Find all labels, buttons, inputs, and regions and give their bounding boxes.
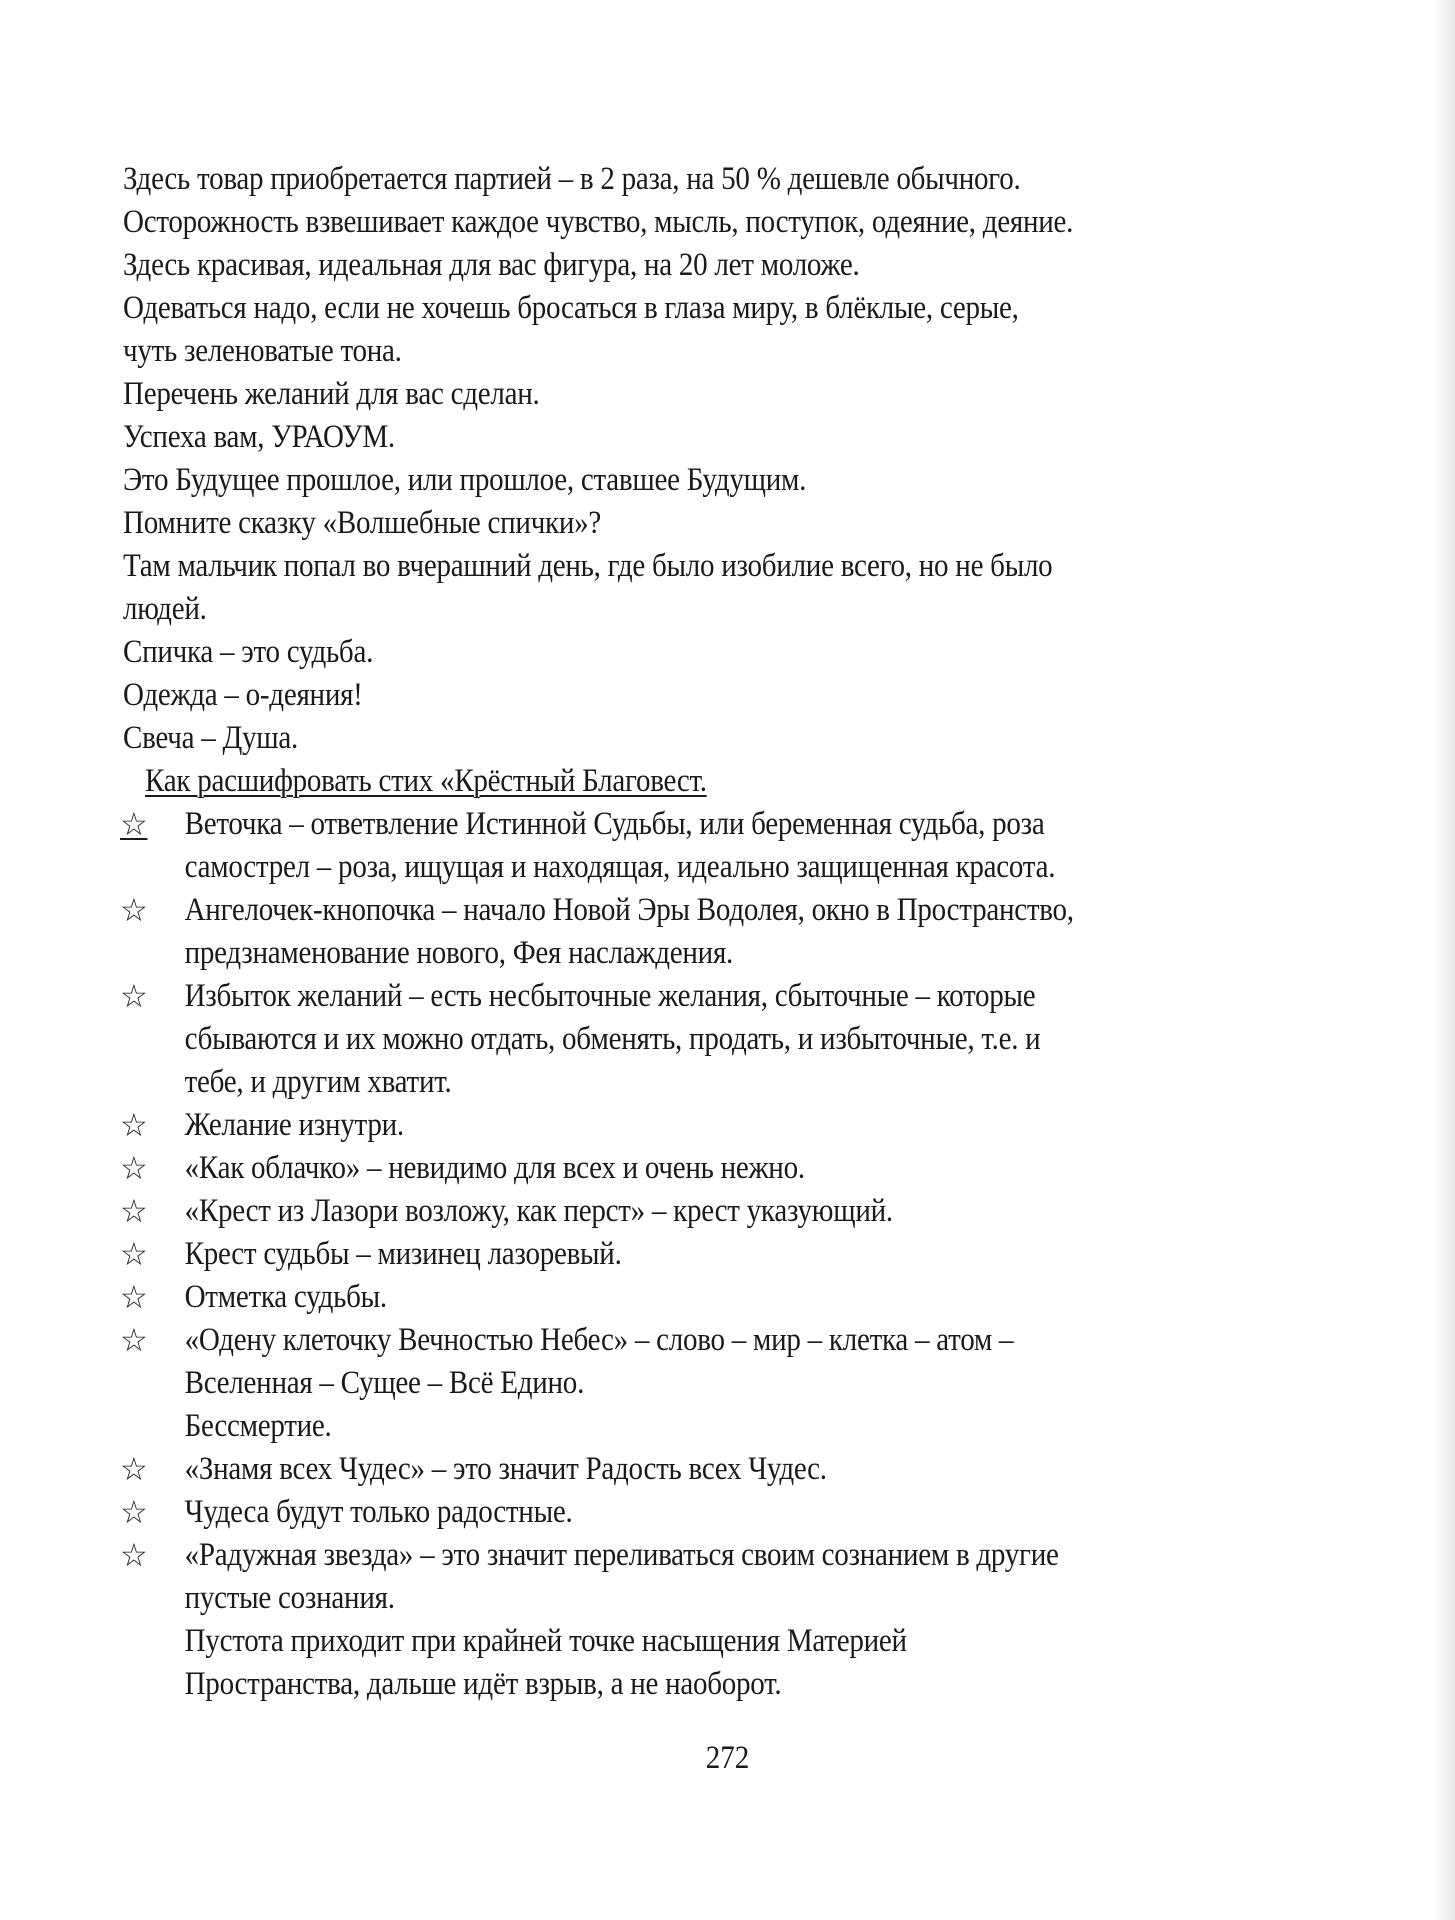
star-bullet-icon: ☆ (119, 1106, 148, 1144)
list-item (119, 1448, 1223, 1491)
list-item (119, 803, 1223, 846)
text-line: Здесь красивая, идеальная для вас фигура, на 20 лет моложе. (123, 247, 860, 283)
star-bullet-icon: ☆ (119, 891, 148, 929)
list-item-continuation (123, 932, 1223, 975)
star-bullet-icon: ☆ (119, 1321, 148, 1359)
text-line: Там мальчик попал во вчерашний день, где было изобилие всего, но не было (123, 548, 1053, 584)
list-item-continuation (123, 1577, 1223, 1620)
star-bullet-icon: ☆ (119, 805, 148, 843)
list-item-text: «Как облачко» – невидимо для всех и очень нежно. (184, 1150, 805, 1186)
list-item-text: «Одену клеточку Вечностью Небес» – слово – мир – клетка – атом – (184, 1322, 1014, 1358)
list-item-continuation (123, 1405, 1223, 1448)
text-line: Свеча – Душа. (123, 720, 299, 756)
list-item-continuation (123, 846, 1223, 889)
list-item-continuation (123, 1663, 1223, 1706)
text-line: Одежда – о-деяния! (123, 677, 363, 713)
list-item-text: Избыток желаний – есть несбыточные желания, сбыточные – которые (184, 978, 1036, 1014)
star-list (119, 803, 1373, 1706)
list-item-continuation (123, 1362, 1223, 1405)
list-item-text: Чудеса будут только радостные. (184, 1494, 573, 1530)
text-line: Осторожность взвешивает каждое чувство, мысль, поступок, одеяние, деяние. (123, 204, 1074, 240)
list-item-text: «Радужная звезда» – это значит переливаться своим сознанием в другие (184, 1537, 1059, 1573)
star-bullet-icon: ☆ (119, 1149, 148, 1187)
list-item-continuation (123, 1620, 1223, 1663)
star-bullet-icon: ☆ (119, 1536, 148, 1574)
list-item-text: Желание изнутри. (184, 1107, 404, 1143)
list-item (119, 1319, 1223, 1362)
list-item-text: Бессмертие. (184, 1408, 332, 1444)
list-item-text: самострел – роза, ищущая и находящая, идеально защищенная красота. (184, 849, 1056, 885)
page-body (119, 158, 1373, 1706)
text-line: Одеваться надо, если не хочешь бросаться в глаза миру, в блёклые, серые, (123, 290, 1019, 326)
page-edge-shadow (1433, 0, 1455, 1920)
star-bullet-icon: ☆ (119, 1450, 148, 1488)
list-item-text: Вселенная – Сущее – Всё Едино. (184, 1365, 585, 1401)
list-item (119, 1233, 1223, 1276)
list-item-text: пустые сознания. (184, 1580, 395, 1616)
list-item-text: Пространства, дальше идёт взрыв, а не наоборот. (184, 1666, 782, 1702)
star-bullet-icon: ☆ (119, 1493, 148, 1531)
list-item (119, 889, 1223, 932)
list-item-text: предзнаменование нового, Фея наслаждения. (184, 935, 734, 971)
list-item (119, 1104, 1223, 1147)
text-line: людей. (123, 591, 207, 627)
star-bullet-icon: ☆ (119, 977, 148, 1015)
list-item-text: Веточка – ответвление Истинной Судьбы, или беременная судьба, роза (184, 806, 1045, 842)
list-item (119, 1534, 1223, 1577)
text-line: чуть зеленоватые тона. (123, 333, 402, 369)
list-item (119, 1276, 1223, 1319)
section-heading: Как расшифровать стих «Крёстный Благовест. (145, 763, 707, 799)
star-bullet-icon: ☆ (119, 1192, 148, 1230)
text-line: Перечень желаний для вас сделан. (123, 376, 540, 412)
text-line: Здесь товар приобретается партией – в 2 раза, на 50 % дешевле обычного. (123, 161, 1021, 197)
list-item-text: сбываются и их можно отдать, обменять, продать, и избыточные, т.е. и (184, 1021, 1041, 1057)
list-item-text: Отметка судьбы. (184, 1279, 387, 1315)
list-item-text: Крест судьбы – мизинец лазоревый. (184, 1236, 622, 1272)
text-line: Помните сказку «Волшебные спички»? (123, 505, 602, 541)
list-item (119, 1190, 1223, 1233)
list-item-text: тебе, и другим хватит. (184, 1064, 452, 1100)
text-line: Это Будущее прошлое, или прошлое, ставшее Будущим. (123, 462, 807, 498)
list-item-text: «Знамя всех Чудес» – это значит Радость всех Чудес. (184, 1451, 827, 1487)
text-line: Спичка – это судьба. (123, 634, 374, 670)
star-bullet-icon: ☆ (119, 1235, 148, 1273)
list-item (119, 975, 1223, 1018)
list-item-continuation (123, 1061, 1223, 1104)
list-item (119, 1147, 1223, 1190)
text-line: Успеха вам, УРАОУМ. (123, 419, 395, 455)
list-item-text: Пустота приходит при крайней точке насыщения Материей (184, 1623, 907, 1659)
list-item-text: Ангелочек-кнопочка – начало Новой Эры Водолея, окно в Пространство, (184, 892, 1074, 928)
list-item-continuation (123, 1018, 1223, 1061)
intro-paragraphs (123, 158, 1373, 760)
list-item-text: «Крест из Лазори возложу, как перст» – крест указующий. (184, 1193, 893, 1229)
star-bullet-icon: ☆ (119, 1278, 148, 1316)
page-number: 272 (705, 1740, 750, 1776)
list-item (119, 1491, 1223, 1534)
